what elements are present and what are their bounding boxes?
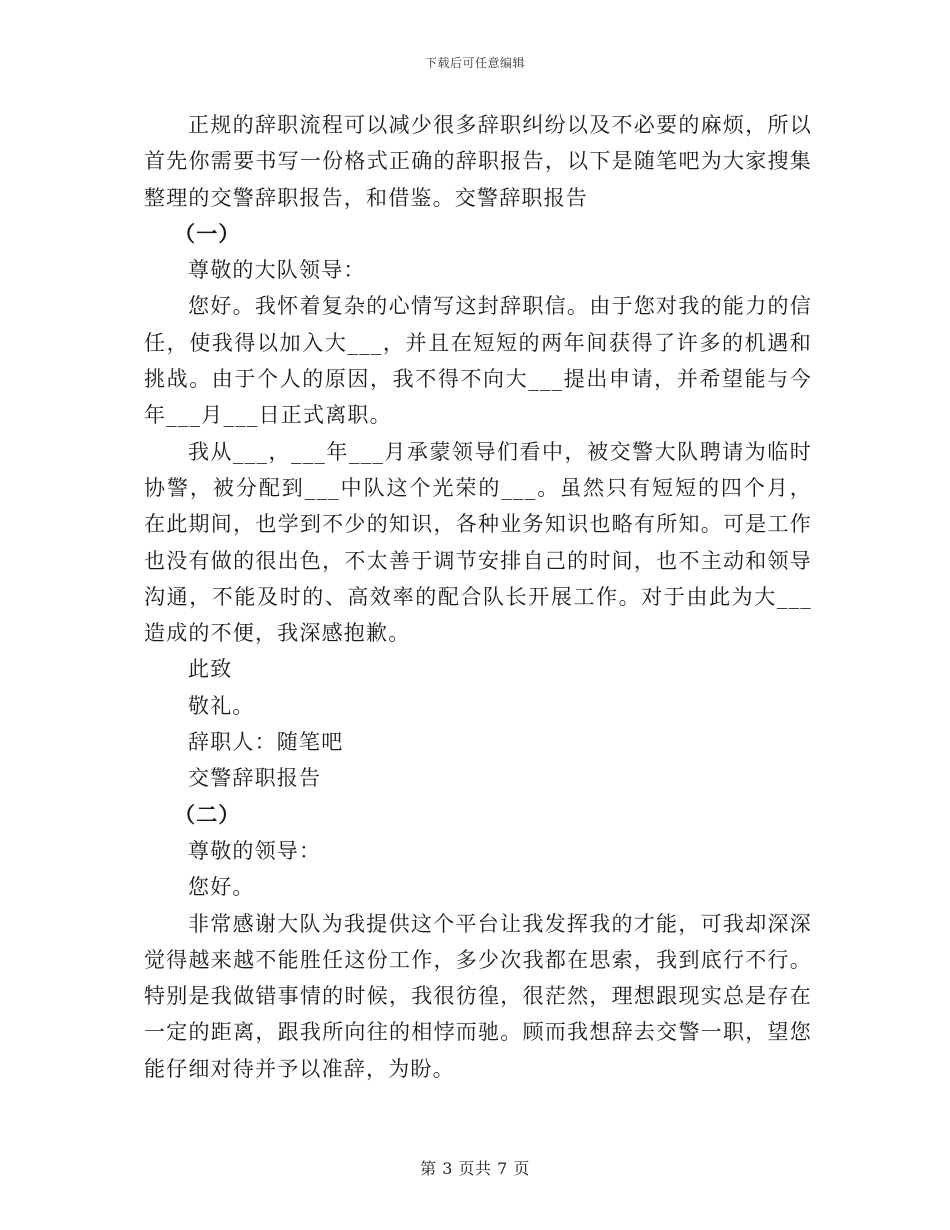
section-heading-2: （二）	[174, 801, 241, 827]
report-title-line: 交警辞职报告	[188, 766, 322, 791]
letter-1-paragraph-2: 我从___，___年___月承蒙领导们看中，被交警大队聘请为临时协警，被分配到___中队这个光荣的___。虽然只有短短的四个月，在此期间，也学到不少的知识，各种业务知识也略有所知。可是工作也没有做的很出色，不太善于调节安排自己的时间，也不主动和领导沟通，不能及时的、高效率的配合队长开展工作。对于由此为大___造成的不便，我深感抱歉。	[144, 439, 812, 646]
document-body	[144, 107, 812, 1087]
letter-2-paragraph-1: 非常感谢大队为我提供这个平台让我发挥我的才能，可我却深深觉得越来越不能胜任这份工作，多少次我都在思索，我到底行不行。特别是我做错事情的时候，我很彷徨，很茫然，理想跟现实总是存在一定的距离，跟我所向往的相悖而驰。顾而我想辞去交警一职，望您能仔细对待并予以准辞，为盼。	[144, 911, 812, 1081]
salutation-1: 尊敬的大队领导：	[188, 258, 366, 283]
letter-1-paragraph-1: 您好。我怀着复杂的心情写这封辞职信。由于您对我的能力的信任，使我得以加入大___，并且在短短的两年间获得了许多的机遇和挑战。由于个人的原因，我不得不向大___提出申请，并希望能与今年___月___日正式离职。	[144, 294, 812, 428]
closing-line-1: 此致	[188, 657, 233, 682]
page-number: 第 3 页共 7 页	[420, 1159, 530, 1178]
salutation-2: 尊敬的领导：	[188, 838, 322, 863]
closing-line-2: 敬礼。	[188, 693, 255, 718]
page-header: 下载后可任意编辑	[424, 56, 525, 70]
greeting-2: 您好。	[188, 875, 255, 900]
signature-line: 辞职人：随笔吧	[188, 730, 344, 755]
section-heading-1: （一）	[174, 220, 241, 246]
intro-paragraph: 正规的辞职流程可以减少很多辞职纠纷以及不必要的麻烦，所以首先你需要书写一份格式正确的辞职报告，以下是随笔吧为大家搜集整理的交警辞职报告，和借鉴。交警辞职报告	[144, 113, 812, 210]
